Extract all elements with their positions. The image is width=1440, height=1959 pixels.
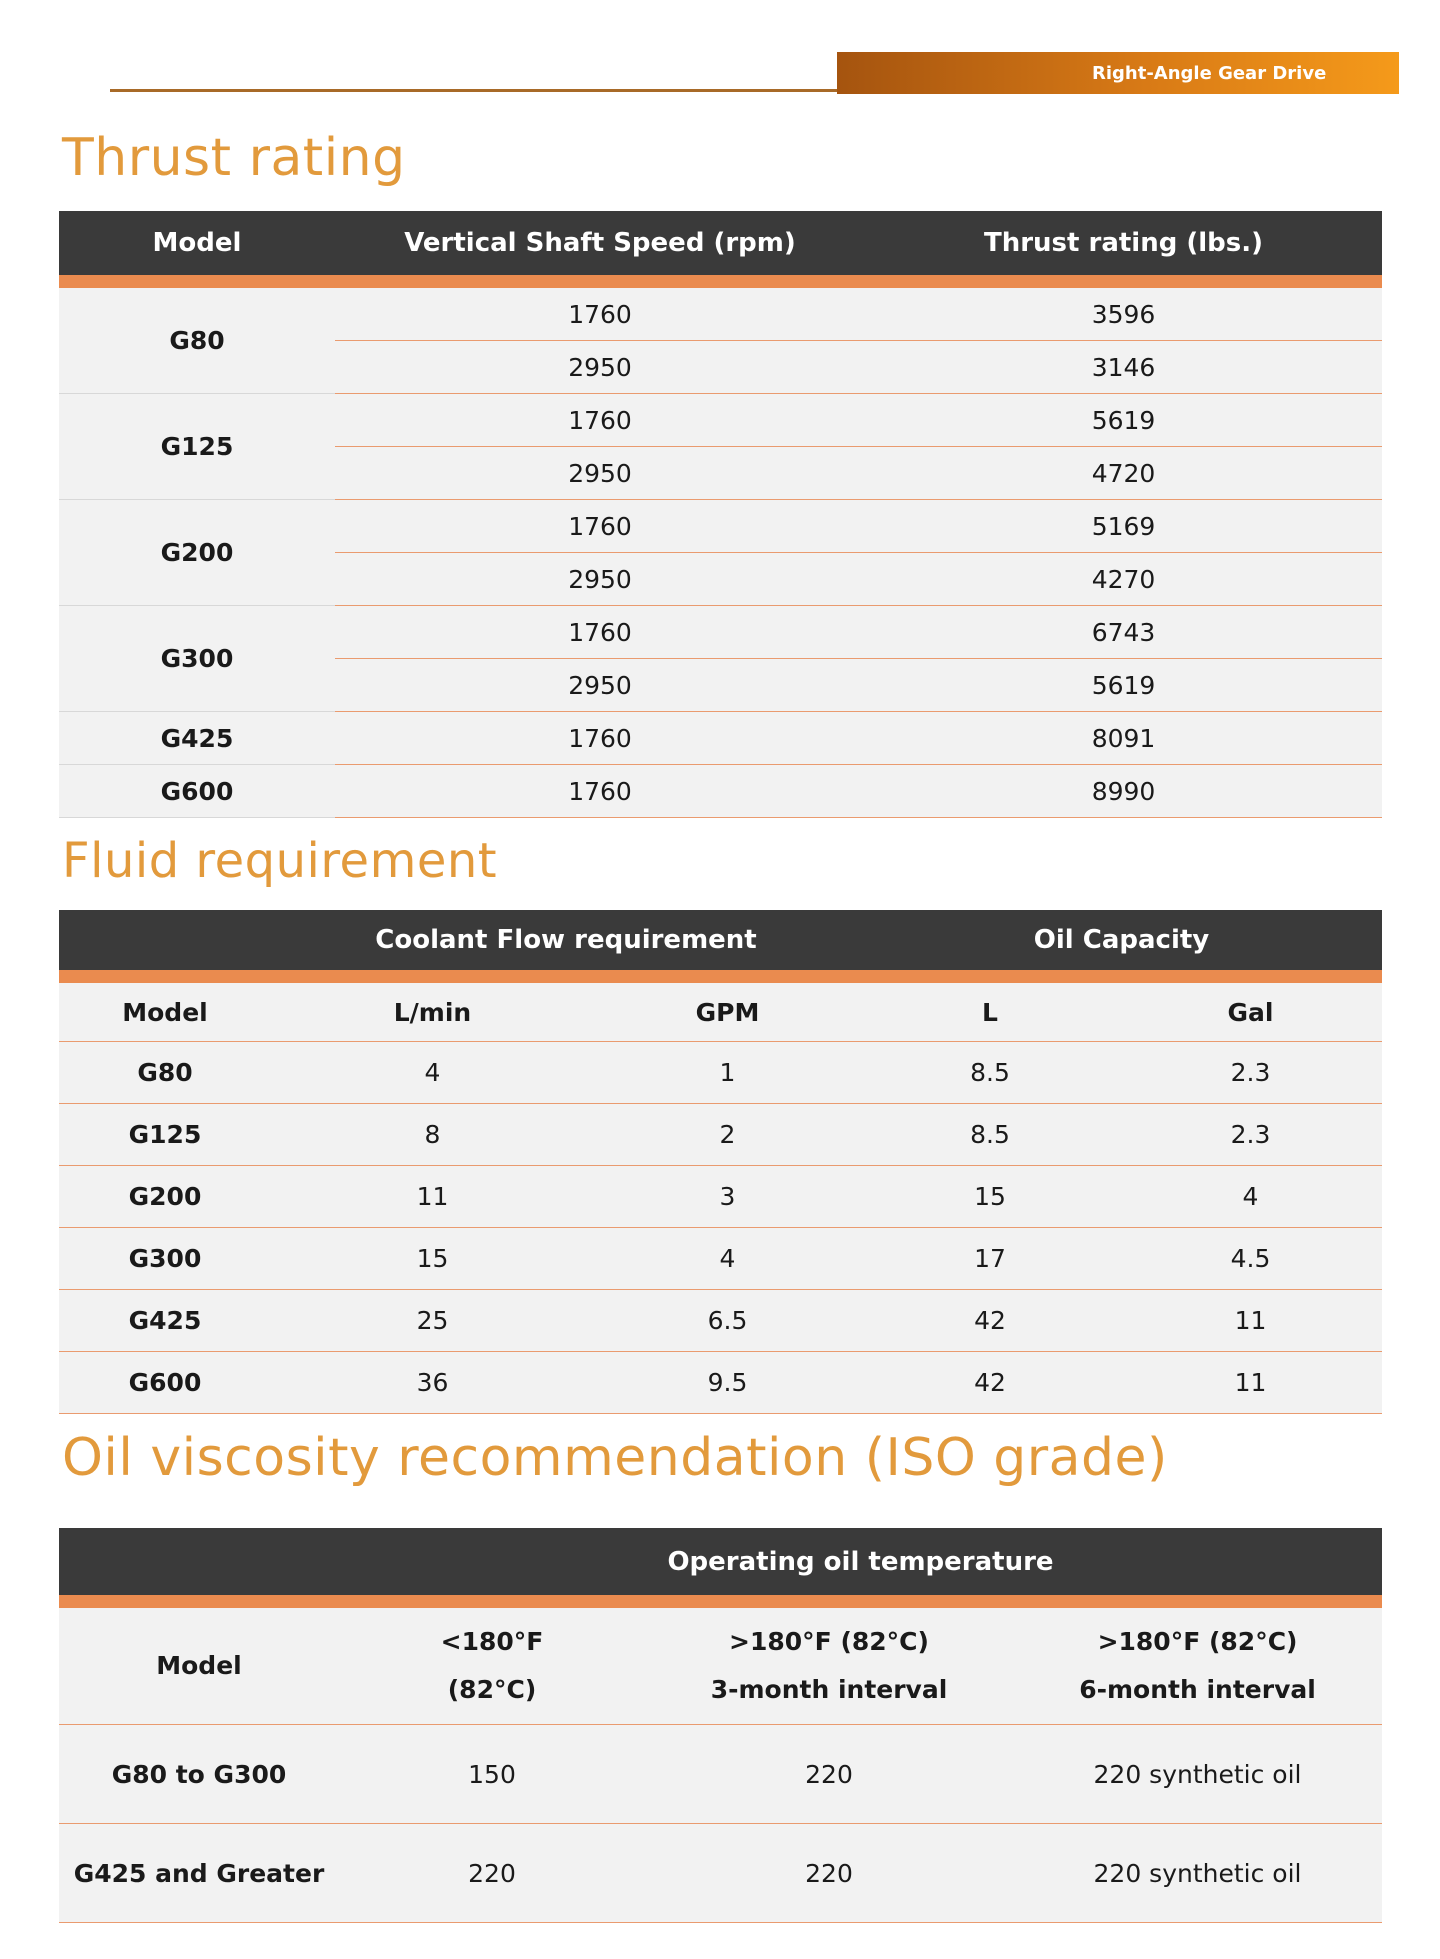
table-row <box>59 606 1382 659</box>
table-row <box>59 1290 1382 1352</box>
column-header <box>339 1602 645 1725</box>
model-cell: G425 and Greater <box>59 1824 339 1923</box>
value-cell: 15 <box>271 1228 594 1290</box>
value-cell: 15 <box>861 1166 1119 1228</box>
value-cell: 25 <box>271 1290 594 1352</box>
thrust-cell: 8091 <box>865 712 1382 765</box>
value-cell: 4 <box>1119 1166 1382 1228</box>
group-header: Operating oil temperature <box>339 1528 1382 1602</box>
value-cell: 11 <box>1119 1352 1382 1414</box>
value-cell: 1 <box>594 1042 861 1104</box>
model-cell: G200 <box>59 500 335 606</box>
value-cell: 42 <box>861 1352 1119 1414</box>
table-row <box>59 712 1382 765</box>
column-header: Thrust rating (lbs.) <box>865 211 1382 282</box>
column-header <box>59 1602 339 1725</box>
speed-cell: 2950 <box>335 553 865 606</box>
column-header <box>645 1602 1013 1725</box>
column-header: Model <box>59 211 335 282</box>
column-header-blank <box>59 1528 339 1602</box>
value-cell: 8.5 <box>861 1042 1119 1104</box>
model-cell: G600 <box>59 1352 271 1414</box>
table-row <box>59 500 1382 553</box>
group-header: Coolant Flow requirement <box>271 910 861 977</box>
column-header: Gal <box>1119 977 1382 1042</box>
value-cell: 2.3 <box>1119 1104 1382 1166</box>
column-header: Vertical Shaft Speed (rpm) <box>335 211 865 282</box>
value-cell: 220 <box>645 1725 1013 1824</box>
model-cell: G300 <box>59 1228 271 1290</box>
model-cell: G425 <box>59 1290 271 1352</box>
model-cell: G80 <box>59 282 335 394</box>
model-cell: G300 <box>59 606 335 712</box>
header-rule <box>110 89 840 92</box>
table-row <box>59 1824 1382 1923</box>
value-cell: 220 <box>645 1824 1013 1923</box>
thrust-cell: 4720 <box>865 447 1382 500</box>
speed-cell: 1760 <box>335 282 865 341</box>
thrust-cell: 5169 <box>865 500 1382 553</box>
value-cell: 4 <box>594 1228 861 1290</box>
column-header-line: >180°F (82°C) <box>729 1627 929 1656</box>
fluid-requirement-table <box>59 910 1382 1414</box>
table-row <box>59 765 1382 818</box>
value-cell: 2 <box>594 1104 861 1166</box>
thrust-cell: 3146 <box>865 341 1382 394</box>
thrust-rating-title: Thrust rating <box>62 128 406 188</box>
table-row <box>59 1352 1382 1414</box>
column-header-line: <180°F <box>440 1627 544 1656</box>
thrust-cell: 3596 <box>865 282 1382 341</box>
speed-cell: 1760 <box>335 606 865 659</box>
column-header: Model <box>59 977 271 1042</box>
column-header: L/min <box>271 977 594 1042</box>
thrust-cell: 5619 <box>865 394 1382 447</box>
thrust-rating-table <box>59 211 1382 818</box>
value-cell: 220 synthetic oil <box>1013 1824 1382 1923</box>
thrust-cell: 8990 <box>865 765 1382 818</box>
fluid-table-body <box>59 977 1382 1414</box>
table-header-row <box>59 1528 1382 1602</box>
header-banner-text: Right-Angle Gear Drive <box>1092 62 1327 84</box>
speed-cell: 2950 <box>335 659 865 712</box>
model-cell: G125 <box>59 1104 271 1166</box>
value-cell: 3 <box>594 1166 861 1228</box>
model-cell: G80 <box>59 1042 271 1104</box>
model-cell: G80 to G300 <box>59 1725 339 1824</box>
table-row <box>59 282 1382 341</box>
model-cell: G125 <box>59 394 335 500</box>
table-subheader-row <box>59 977 1382 1042</box>
oil-viscosity-title: Oil viscosity recommendation (ISO grade) <box>62 1428 1168 1488</box>
speed-cell: 1760 <box>335 765 865 818</box>
speed-cell: 1760 <box>335 712 865 765</box>
table-row <box>59 1166 1382 1228</box>
column-header-line: Model <box>156 1651 242 1680</box>
column-header: L <box>861 977 1119 1042</box>
value-cell: 4 <box>271 1042 594 1104</box>
thrust-table-body <box>59 282 1382 818</box>
value-cell: 9.5 <box>594 1352 861 1414</box>
value-cell: 220 <box>339 1824 645 1923</box>
table-row <box>59 394 1382 447</box>
column-header-line: 3-month interval <box>710 1675 948 1704</box>
table-subheader-row <box>59 1602 1382 1725</box>
thrust-cell: 6743 <box>865 606 1382 659</box>
thrust-cell: 4270 <box>865 553 1382 606</box>
model-cell: G200 <box>59 1166 271 1228</box>
value-cell: 8 <box>271 1104 594 1166</box>
column-header <box>1013 1602 1382 1725</box>
value-cell: 6.5 <box>594 1290 861 1352</box>
oil-viscosity-table <box>59 1528 1382 1923</box>
model-cell: G600 <box>59 765 335 818</box>
value-cell: 11 <box>1119 1290 1382 1352</box>
fluid-requirement-title: Fluid requirement <box>62 833 498 889</box>
speed-cell: 2950 <box>335 447 865 500</box>
speed-cell: 1760 <box>335 394 865 447</box>
value-cell: 17 <box>861 1228 1119 1290</box>
column-header-line: 6-month interval <box>1079 1675 1316 1704</box>
table-row <box>59 1228 1382 1290</box>
speed-cell: 2950 <box>335 341 865 394</box>
group-header: Oil Capacity <box>861 910 1382 977</box>
column-header-line: >180°F (82°C) <box>1097 1627 1298 1656</box>
table-row <box>59 1725 1382 1824</box>
column-header-line: (82°C) <box>447 1675 537 1704</box>
value-cell: 42 <box>861 1290 1119 1352</box>
value-cell: 2.3 <box>1119 1042 1382 1104</box>
value-cell: 150 <box>339 1725 645 1824</box>
model-cell: G425 <box>59 712 335 765</box>
value-cell: 11 <box>271 1166 594 1228</box>
value-cell: 8.5 <box>861 1104 1119 1166</box>
header-banner <box>837 52 1399 94</box>
table-header-row <box>59 910 1382 977</box>
value-cell: 36 <box>271 1352 594 1414</box>
table-row <box>59 1104 1382 1166</box>
viscosity-table-body <box>59 1602 1382 1923</box>
value-cell: 220 synthetic oil <box>1013 1725 1382 1824</box>
table-header-row <box>59 211 1382 282</box>
column-header-blank <box>59 910 271 977</box>
speed-cell: 1760 <box>335 500 865 553</box>
value-cell: 4.5 <box>1119 1228 1382 1290</box>
thrust-cell: 5619 <box>865 659 1382 712</box>
column-header: GPM <box>594 977 861 1042</box>
table-row <box>59 1042 1382 1104</box>
